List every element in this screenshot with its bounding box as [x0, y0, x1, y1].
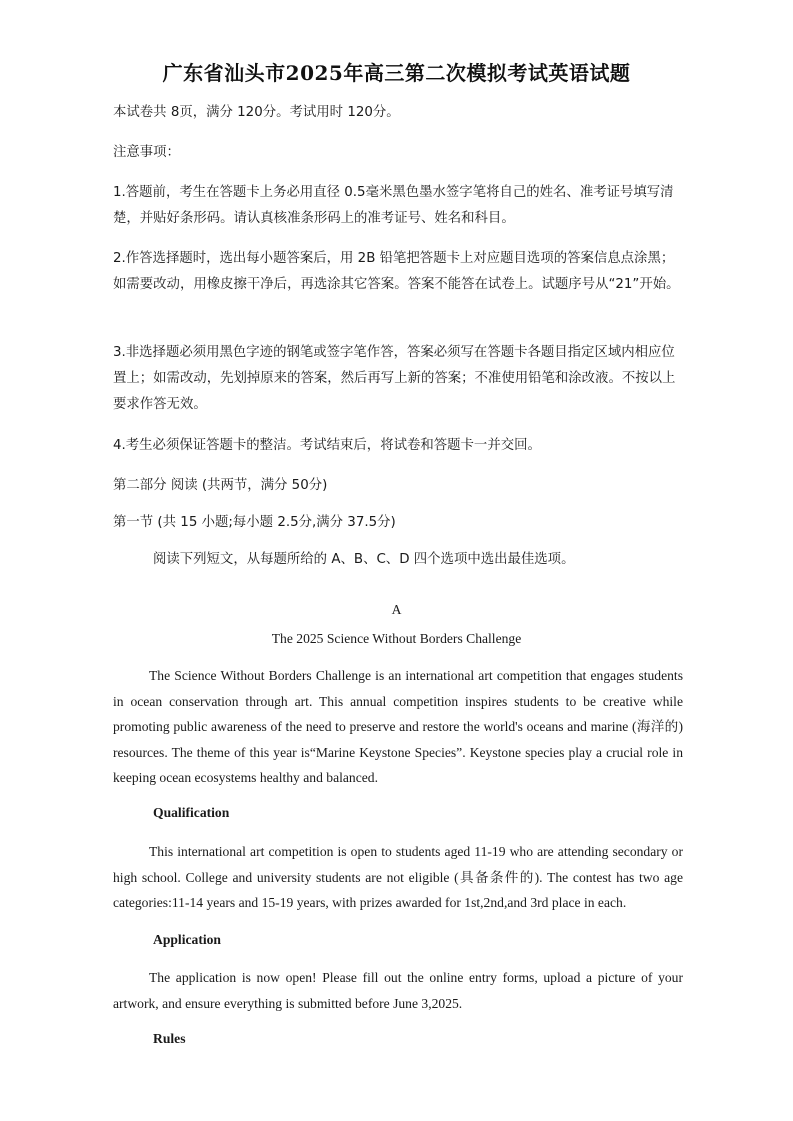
passage-intro: The Science Without Borders Challenge is an international art competition that engages students in ocean conservation through art. This annual competition inspires students to be creative while promoting public awareness of the need to preserve and restore the world's oceans and marine (海洋的) resources. The theme of this year is“Marine Keystone Species”. Keystone species play a crucial role in keeping ocean ecosystems healthy and balanced. — [113, 668, 683, 785]
note-3: 3.非选择题必须用黑色字迹的钢笔或签字笔作答，答案必须写在答题卡各题目指定区域内相应位置上；如需改动，先划掉原来的答案，然后再写上新的答案；不准使用铅笔和涂改液。不按以上要求作答无效。 — [113, 345, 676, 412]
passage-letter: A — [391, 602, 402, 617]
exam-intro: 本试卷共 8页，满分 120分。考试用时 120分。 — [113, 105, 400, 120]
notice-heading: 注意事项： — [113, 145, 180, 160]
qualification-text: This international art competition is open to students aged 11-19 who are attending secondary or high school. College and university students are not eligible (具备条件的). The contest has two age categories:11-14 years and 15-19 years, with prizes awarded for 1st,2nd,and 3rd place in each. — [113, 844, 683, 910]
application-text: The application is now open! Please fill out the online entry forms, upload a picture of your artwork, and ensure everything is submitted before June 3,2025. — [113, 970, 683, 1011]
part-heading: 第二部分 阅读 (共两节，满分 50分) — [113, 478, 328, 493]
exam-title: 广东省汕头市2025年高三第二次模拟考试英语试题 — [162, 61, 631, 85]
qualification-heading: Qualification — [153, 805, 230, 820]
application-heading: Application — [153, 932, 221, 947]
section-heading: 第一节 (共 15 小题;每小题 2.5分,满分 37.5分) — [113, 515, 396, 530]
note-2: 2.作答选择题时，选出每小题答案后，用 2B 铅笔把答题卡上对应题目选项的答案信息点涂黑；如需要改动，用橡皮擦干净后，再选涂其它答案。答案不能答在试卷上。试题序号从“21”开始。 — [113, 251, 680, 292]
rules-heading: Rules — [153, 1031, 186, 1046]
passage-title: The 2025 Science Without Borders Challenge — [271, 631, 522, 646]
reading-instruction: 阅读下列短文，从每题所给的 A、B、C、D 四个选项中选出最佳选项。 — [153, 552, 575, 567]
note-4: 4.考生必须保证答题卡的整洁。考试结束后，将试卷和答题卡一并交回。 — [113, 438, 541, 453]
note-1: 1.答题前，考生在答题卡上务必用直径 0.5毫米黑色墨水签字笔将自己的姓名、准考证号填写清楚，并贴好条形码。请认真核准条形码上的准考证号、姓名和科目。 — [113, 185, 674, 226]
